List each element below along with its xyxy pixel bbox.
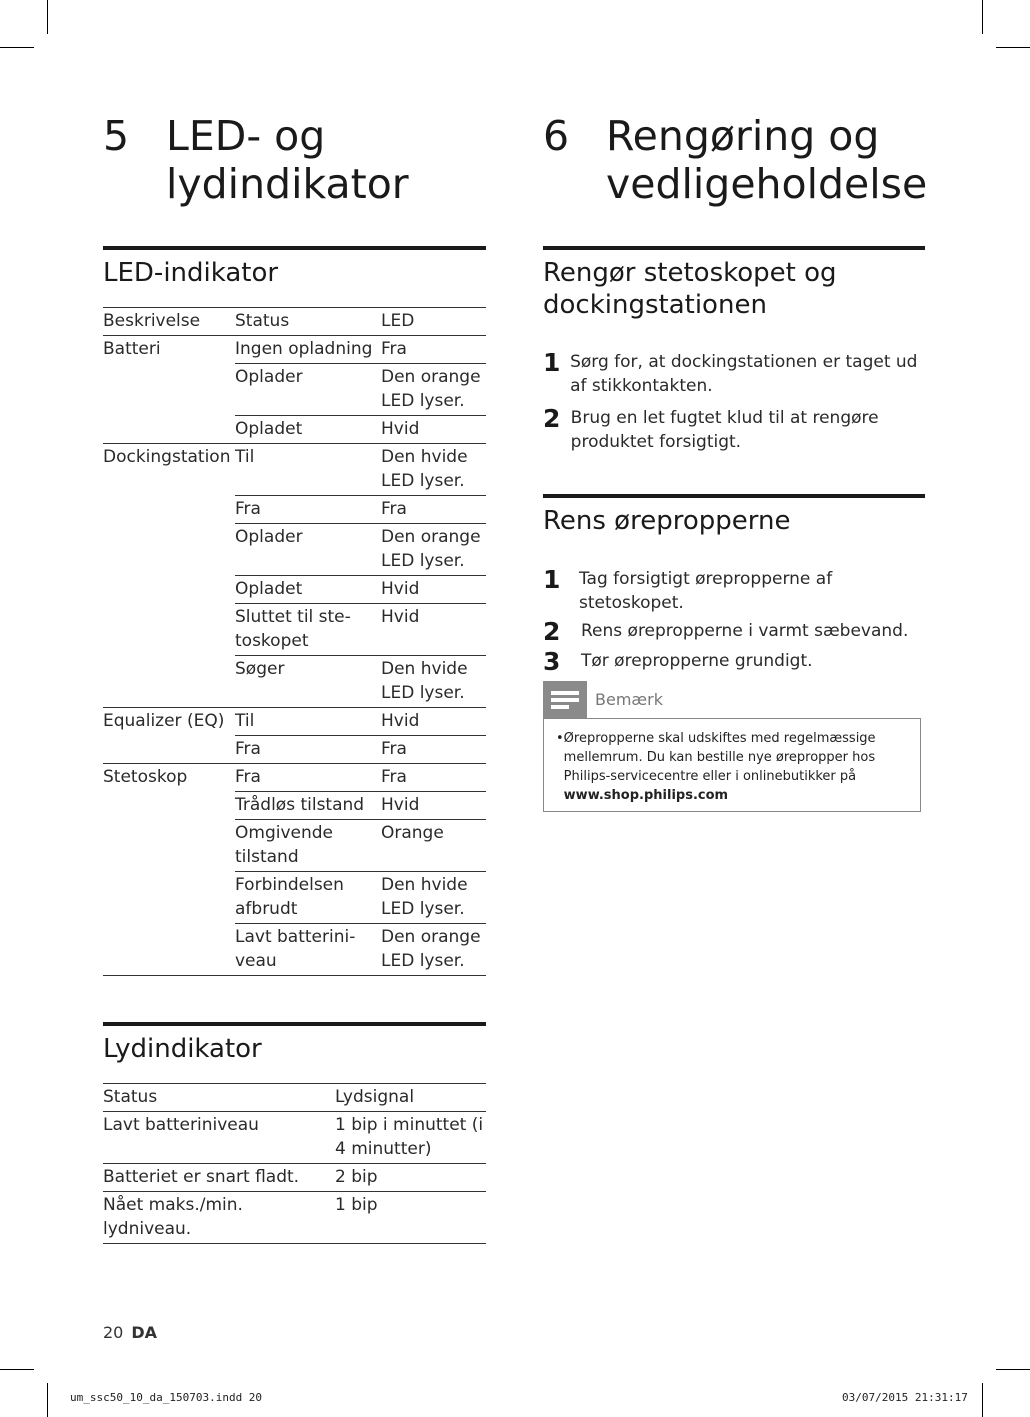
table-cell-desc: [103, 416, 235, 444]
note-bullet-item: [556, 729, 908, 805]
chapter-6-heading: [543, 112, 927, 208]
table-row: [103, 736, 486, 764]
chapter-title-line: lydindikator: [166, 160, 409, 208]
chapter-title-line: LED- og: [166, 112, 326, 160]
table-cell-status: Opladet: [235, 416, 381, 444]
section-rule: [103, 246, 486, 250]
table-row: [103, 764, 486, 792]
crop-mark: [996, 1369, 1030, 1370]
clean-steps-list: [543, 350, 923, 462]
table-cell-desc: [103, 576, 235, 604]
table-cell-status: Ingen opladning: [235, 336, 381, 364]
step-item: [543, 406, 923, 454]
section-title-sound: Lydindikator: [103, 1034, 262, 1064]
note-box: [543, 718, 921, 812]
column-header: LED: [381, 308, 486, 336]
table-cell-status: Opladet: [235, 576, 381, 604]
sound-table: [103, 1083, 486, 1244]
language-code: DA: [131, 1323, 158, 1342]
bullet-marker: •: [556, 731, 564, 746]
step-text: Rens ørepropperne i varmt sæbevand.: [581, 621, 909, 641]
table-cell-desc: [103, 924, 235, 976]
table-cell-signal: 2 bip: [335, 1164, 486, 1192]
crop-mark: [996, 47, 1030, 48]
table-row: [103, 1112, 486, 1164]
table-cell-led: Orange: [381, 820, 486, 872]
step-text: Tør ørepropperne grundigt.: [581, 651, 813, 671]
column-header: Status: [103, 1084, 335, 1112]
table-header-row: [103, 1084, 486, 1112]
note-header: [543, 681, 663, 718]
table-cell-status: Forbindelsen afbrudt: [235, 872, 381, 924]
table-cell-led: Hvid: [381, 708, 486, 736]
table-row: [103, 820, 486, 872]
section-rule: [543, 246, 925, 250]
chapter-number: 5: [103, 112, 130, 160]
table-cell-status: Lavt batterini-veau: [235, 924, 381, 976]
page-footer: [103, 1323, 157, 1342]
table-cell-status: Oplader: [235, 524, 381, 576]
step-item: [543, 619, 923, 645]
earplug-steps-list: [543, 567, 923, 679]
step-item: [543, 567, 923, 615]
table-cell-status: Trådløs tilstand: [235, 792, 381, 820]
chapter-title-line: Rengøring og: [606, 112, 880, 160]
step-text: Brug en let fugtet klud til at rengøre produktet forsigtigt.: [570, 408, 879, 452]
table-row: [103, 496, 486, 524]
table-cell-desc: [103, 656, 235, 708]
table-cell-desc: Equalizer (EQ): [103, 711, 225, 731]
table-cell-status: Sluttet til ste-toskopet: [235, 604, 381, 656]
table-row: [103, 524, 486, 576]
table-cell-led: Hvid: [381, 604, 486, 656]
table-row: [103, 336, 486, 364]
table-cell-desc: [103, 736, 235, 764]
table-cell-desc: Stetoskop: [103, 767, 188, 787]
step-number: 1: [543, 348, 561, 377]
table-cell-led: Den hvide LED lyser.: [381, 444, 486, 496]
table-row: [103, 1164, 486, 1192]
table-cell-status: Søger: [235, 656, 381, 708]
step-text: Tag forsigtigt ørepropperne af stetoskopet.: [578, 569, 833, 613]
table-cell-led: Den hvide LED lyser.: [381, 656, 486, 708]
crop-mark: [47, 1383, 48, 1417]
table-cell-desc: [103, 820, 235, 872]
table-cell-led: Den orange LED lyser.: [381, 924, 486, 976]
table-cell-desc: [103, 364, 235, 416]
section-title-led: LED-indikator: [103, 258, 279, 288]
table-cell-led: Den orange LED lyser.: [381, 364, 486, 416]
table-row: [103, 792, 486, 820]
table-cell-desc: Dockingstation: [103, 447, 231, 467]
chapter-title-line: vedligeholdelse: [606, 160, 928, 208]
table-row: [103, 444, 486, 496]
step-item: [543, 350, 923, 398]
chapter-5-heading: [103, 112, 409, 208]
table-cell-status: Batteriet er snart fladt.: [103, 1164, 335, 1192]
section-title-earplugs: Rens ørepropperne: [543, 506, 791, 536]
table-cell-led: Fra: [381, 496, 486, 524]
step-text: Sørg for, at dockingstationen er taget ud af stikkontakten.: [570, 352, 918, 396]
section-rule: [103, 1022, 486, 1026]
table-cell-signal: 1 bip i minuttet (i 4 minutter): [335, 1112, 486, 1164]
step-number: 1: [543, 565, 561, 594]
table-cell-signal: 1 bip: [335, 1192, 486, 1244]
slug-datetime: 03/07/2015 21:31:17: [842, 1391, 968, 1404]
table-cell-status: Fra: [235, 736, 381, 764]
section-rule: [543, 494, 925, 498]
chapter-title: [606, 112, 927, 208]
table-cell-status: Lavt batteriniveau: [103, 1112, 335, 1164]
table-cell-desc: [103, 524, 235, 576]
table-cell-desc: [103, 872, 235, 924]
chapter-title: [166, 112, 409, 208]
table-cell-led: Den orange LED lyser.: [381, 524, 486, 576]
step-number: 3: [543, 647, 561, 676]
note-link[interactable]: www.shop.philips.com: [563, 788, 729, 803]
note-icon: [543, 681, 587, 718]
crop-mark: [982, 1383, 983, 1417]
table-header-row: [103, 308, 486, 336]
page-number: 20: [103, 1323, 124, 1342]
table-cell-led: Fra: [381, 336, 486, 364]
crop-mark: [0, 47, 34, 48]
table-cell-led: Fra: [381, 764, 486, 792]
column-header: Beskrivelse: [103, 308, 235, 336]
column-header: Status: [235, 308, 381, 336]
step-item: [543, 649, 923, 675]
led-table: [103, 307, 486, 976]
table-cell-status: Nået maks./min. lydniveau.: [103, 1192, 335, 1244]
note-text: Ørepropperne skal udskiftes med regelmæssige mellemrum. Du kan bestille nye ørepropper hos Philips-servicecentre eller i onlinebutikker på: [563, 731, 876, 784]
table-cell-desc: [103, 604, 235, 656]
table-cell-led: Hvid: [381, 792, 486, 820]
table-row: [103, 708, 486, 736]
section-title-clean: Rengør stetoskopet og dockingstationen: [543, 258, 837, 320]
table-row: [103, 604, 486, 656]
table-cell-status: Fra: [235, 764, 381, 792]
table-row: [103, 924, 486, 976]
crop-mark: [0, 1369, 34, 1370]
crop-mark: [47, 0, 48, 34]
step-number: 2: [543, 617, 561, 646]
table-row: [103, 1192, 486, 1244]
slug-file: um_ssc50_10_da_150703.indd 20: [70, 1391, 263, 1404]
table-cell-led: Hvid: [381, 416, 486, 444]
table-row: [103, 416, 486, 444]
crop-mark: [982, 0, 983, 34]
table-row: [103, 364, 486, 416]
table-cell-desc: [103, 496, 235, 524]
table-cell-desc: Batteri: [103, 339, 161, 359]
chapter-number: 6: [543, 112, 570, 160]
table-cell-led: Fra: [381, 736, 486, 764]
table-cell-status: Oplader: [235, 364, 381, 416]
table-row: [103, 872, 486, 924]
table-row: [103, 656, 486, 708]
table-cell-desc: [103, 792, 235, 820]
table-row: [103, 576, 486, 604]
table-cell-led: Den hvide LED lyser.: [381, 872, 486, 924]
column-header: Lydsignal: [335, 1084, 486, 1112]
table-cell-status: Til: [235, 708, 381, 736]
step-number: 2: [543, 404, 561, 433]
table-cell-status: Fra: [235, 496, 381, 524]
table-cell-status: Til: [235, 444, 381, 496]
table-cell-status: Omgivende tilstand: [235, 820, 381, 872]
note-label: Bemærk: [595, 690, 663, 709]
table-cell-led: Hvid: [381, 576, 486, 604]
